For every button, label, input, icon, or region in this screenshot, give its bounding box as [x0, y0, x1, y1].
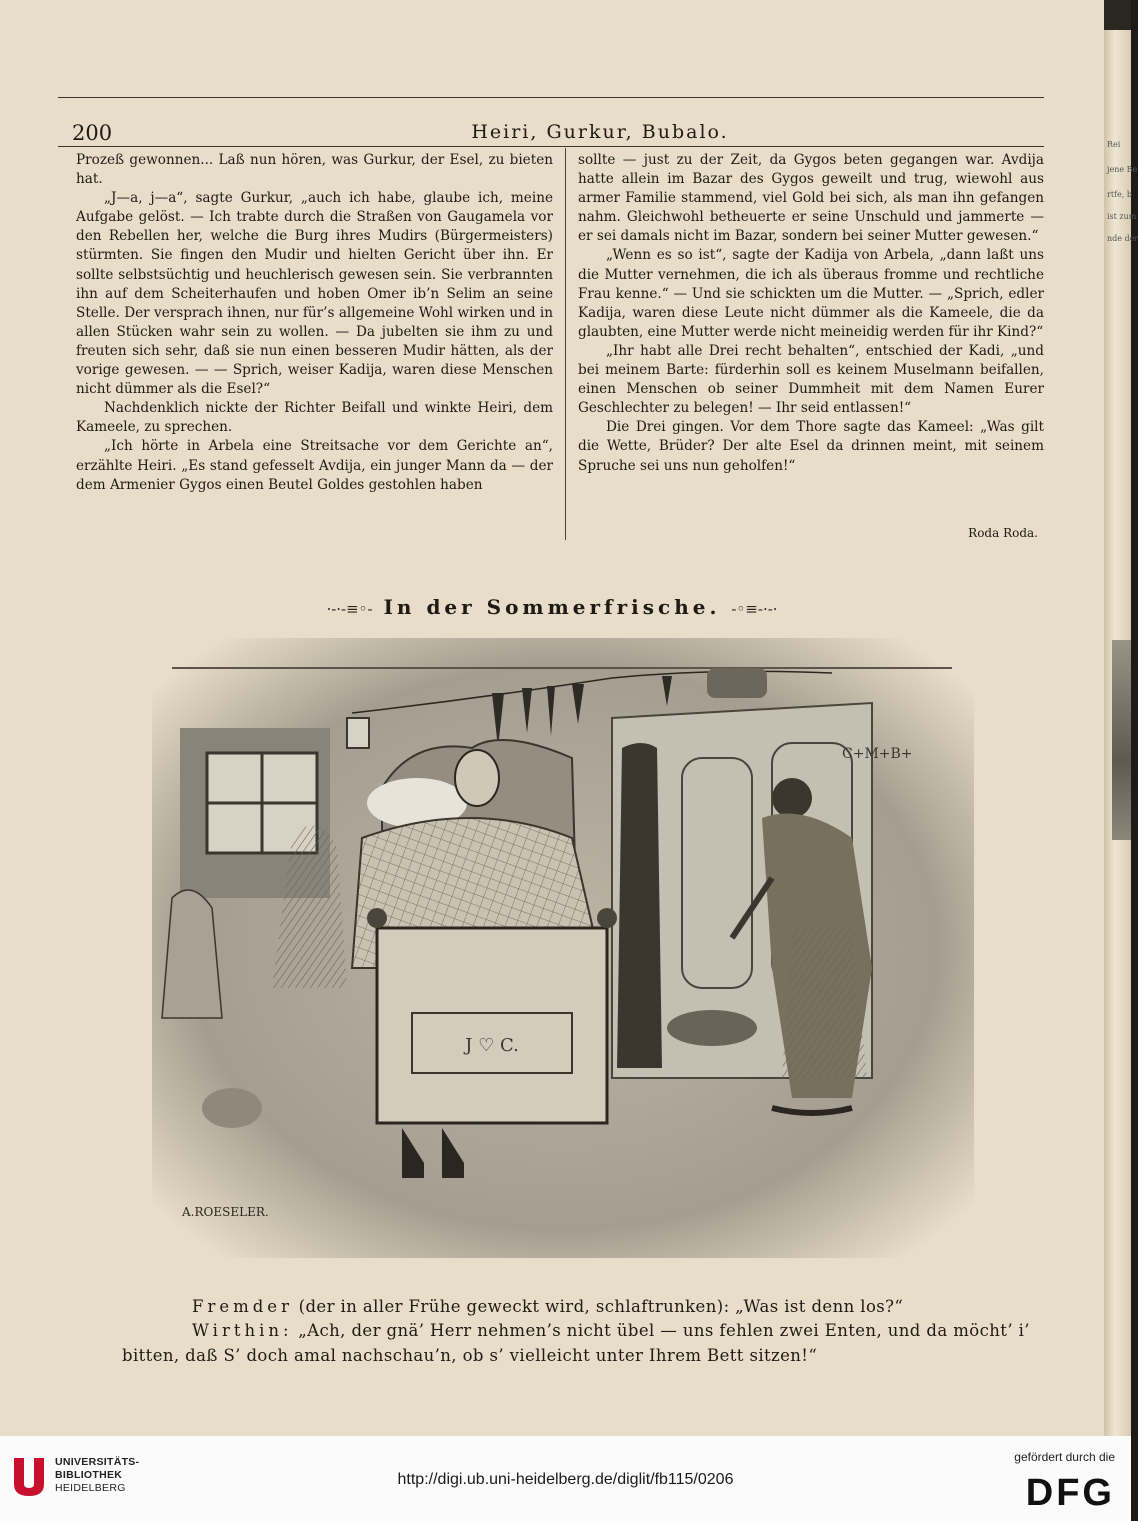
right-column: [578, 151, 1044, 476]
caption-text-1: (der in aller Frühe geweckt wird, schlaftrunken): „Was ist denn los?“: [298, 1297, 904, 1316]
library-name-line: BIBLIOTHEK: [55, 1469, 123, 1481]
pots-on-wardrobe: [707, 668, 767, 698]
innkeeper-head: [772, 778, 812, 818]
ornament-right: -◦≡-·-·: [731, 600, 778, 618]
section-title-text: In der Sommerfrische.: [383, 595, 721, 619]
book-cover-edge: [1104, 0, 1131, 30]
page-number: 200: [72, 121, 113, 145]
section-heading: [0, 595, 1104, 619]
caption-speaker-landlady: Wirthin:: [192, 1321, 293, 1340]
caption-line-1: [192, 1297, 903, 1316]
gutter-fragment: ist zum: [1107, 212, 1137, 221]
wall-picture: [347, 718, 369, 748]
caption-line-2: [192, 1321, 1030, 1340]
innkeeper-apron: [782, 928, 867, 1078]
library-name-line: UNIVERSITÄTS-: [55, 1456, 140, 1468]
bedpost-left: [367, 908, 387, 928]
bedpost-right: [597, 908, 617, 928]
illustration-bedroom-scene: [152, 638, 974, 1258]
footer-bar: [0, 1436, 1131, 1521]
header-rule-top: [58, 97, 1044, 98]
caption-text-2: „Ach, der gnä’ Herr nehmen’s nicht übel — uns fehlen zwei Enten, und da möcht’ i’: [298, 1321, 1030, 1340]
adjacent-page-image: [1112, 640, 1131, 840]
gutter-fragment: nde der: [1107, 234, 1138, 243]
gutter-fragment: rtfe, b: [1107, 190, 1132, 199]
gutter-fragment: jene Be: [1107, 165, 1138, 174]
dfg-logo: DFG: [1025, 1472, 1115, 1514]
source-url-link[interactable]: http://digi.ub.uni-heidelberg.de/diglit/fb115/0206: [397, 1471, 734, 1488]
gutter-fragment: Rei: [1107, 140, 1121, 149]
sleeper-head: [455, 750, 499, 806]
caption-text-3: bitten, daß S’ doch amal nachschau’n, ob s’ vielleicht unter Ihrem Bett sitzen!“: [122, 1346, 818, 1365]
column-separator: [565, 148, 566, 540]
right-paragraph-1: sollte — just zu der Zeit, da Gygos beten gegangen war. Avdija hatte allein im Bazar des Gygos geweilt und trug, wiewohl aus armer Familie stammend, viel Gold bei sich, als man ihn gefangen nahm. Gleichwohl betheuerte er seine Unschuld und jammerte — er sei damals nicht im Bazar, sondern bei seiner Mutter gewesen.“: [578, 152, 1044, 245]
wardrobe-inscription: C+M+B+: [842, 746, 913, 762]
ornament-left: ·-·-≡◦-: [326, 600, 373, 618]
library-name-line: HEIDELBERG: [55, 1482, 126, 1494]
funding-note: gefördert durch die: [1014, 1450, 1115, 1464]
adjacent-page-edge: [1104, 0, 1138, 1436]
bed-inscription: J ♡ C.: [465, 1035, 519, 1056]
hanging-coat: [617, 743, 662, 1068]
left-column: [76, 151, 553, 495]
basket: [667, 1010, 757, 1046]
left-paragraph-3: Nachdenklich nickte der Richter Beifall und winkte Heiri, dem Kameele, zu sprechen.: [76, 400, 553, 436]
right-paragraph-2: „Wenn es so ist“, sagte der Kadija von Arbela, „dann laßt uns die Mutter vernehmen, die ich als überaus fromme und rechtliche Frau kenne.“ — Und sie schickten um die Mutter. — „Sprich, edler Kadija, waren diese Leute nicht dümmer als die Kameele, die da glaubten, eine Mutter werde nicht meineidig werden für ihr Kind?“: [578, 247, 1044, 340]
caption-line-3: [122, 1346, 817, 1365]
left-paragraph-1: Prozeß gewonnen... Laß nun hören, was Gurkur, der Esel, zu bieten hat.: [76, 152, 553, 188]
caption-speaker-stranger: Fremder: [192, 1297, 293, 1316]
right-paragraph-3: „Ihr habt alle Drei recht behalten“, entschied der Kadi, „und bei meinem Barte: fürderhin soll es keinem Muselmann beifallen, einen Menschen ob seiner Dummheit mit dem Namen Eurer Geschlechter zu belegen! — Ihr seid entlassen!“: [578, 342, 1044, 417]
bundle-on-floor: [202, 1088, 262, 1128]
running-title: Heiri, Gurkur, Bubalo.: [471, 121, 729, 143]
right-paragraph-4: Die Drei gingen. Vor dem Thore sagte das Kameel: „Was gilt die Wette, Brüder? Der alte Esel da drinnen meint, mit seinem Spruche sei uns nun geholfen!“: [578, 419, 1044, 474]
author-signature: Roda Roda.: [968, 526, 1038, 540]
left-paragraph-2: „J—a, j—a“, sagte Gurkur, „auch ich habe, glaube ich, meine Aufgabe gelöst. — Ich trabte durch die Straßen von Gaugamela vor den Rebellen her, welche die Burg ihres Mudirs (Bürgermeisters) stürmten. Sie fingen den Mudir und hielten Gericht über ihn. Er sollte selbstsüchtig und heuchlerisch gewesen sein. Sie verbrannten ihn auf dem Scheiterhaufen und hoben Omer ib’n Selim an seine Stelle. Der versprach ihnen, nur für’s allgemeine Wohl wirken und in allen Stücken wahr sein zu wollen. — Da jubelten sie ihm zu und freuten sich sehr, daß sie nun einen besseren Mudir hätten, als der vorige gewesen. — — Sprich, weiser Kadija, waren diese Menschen nicht dümmer als die Esel?“: [76, 190, 553, 398]
header-rule-bottom: [58, 146, 1044, 147]
artist-signature: A.ROESELER.: [182, 1205, 269, 1219]
left-paragraph-4: „Ich hörte in Arbela eine Streitsache vor dem Gerichte an“, erzählte Heiri. „Es stand gefesselt Avdija, ein junger Mann da — der dem Armenier Gygos einen Beutel Goldes gestohlen haben: [76, 438, 553, 493]
